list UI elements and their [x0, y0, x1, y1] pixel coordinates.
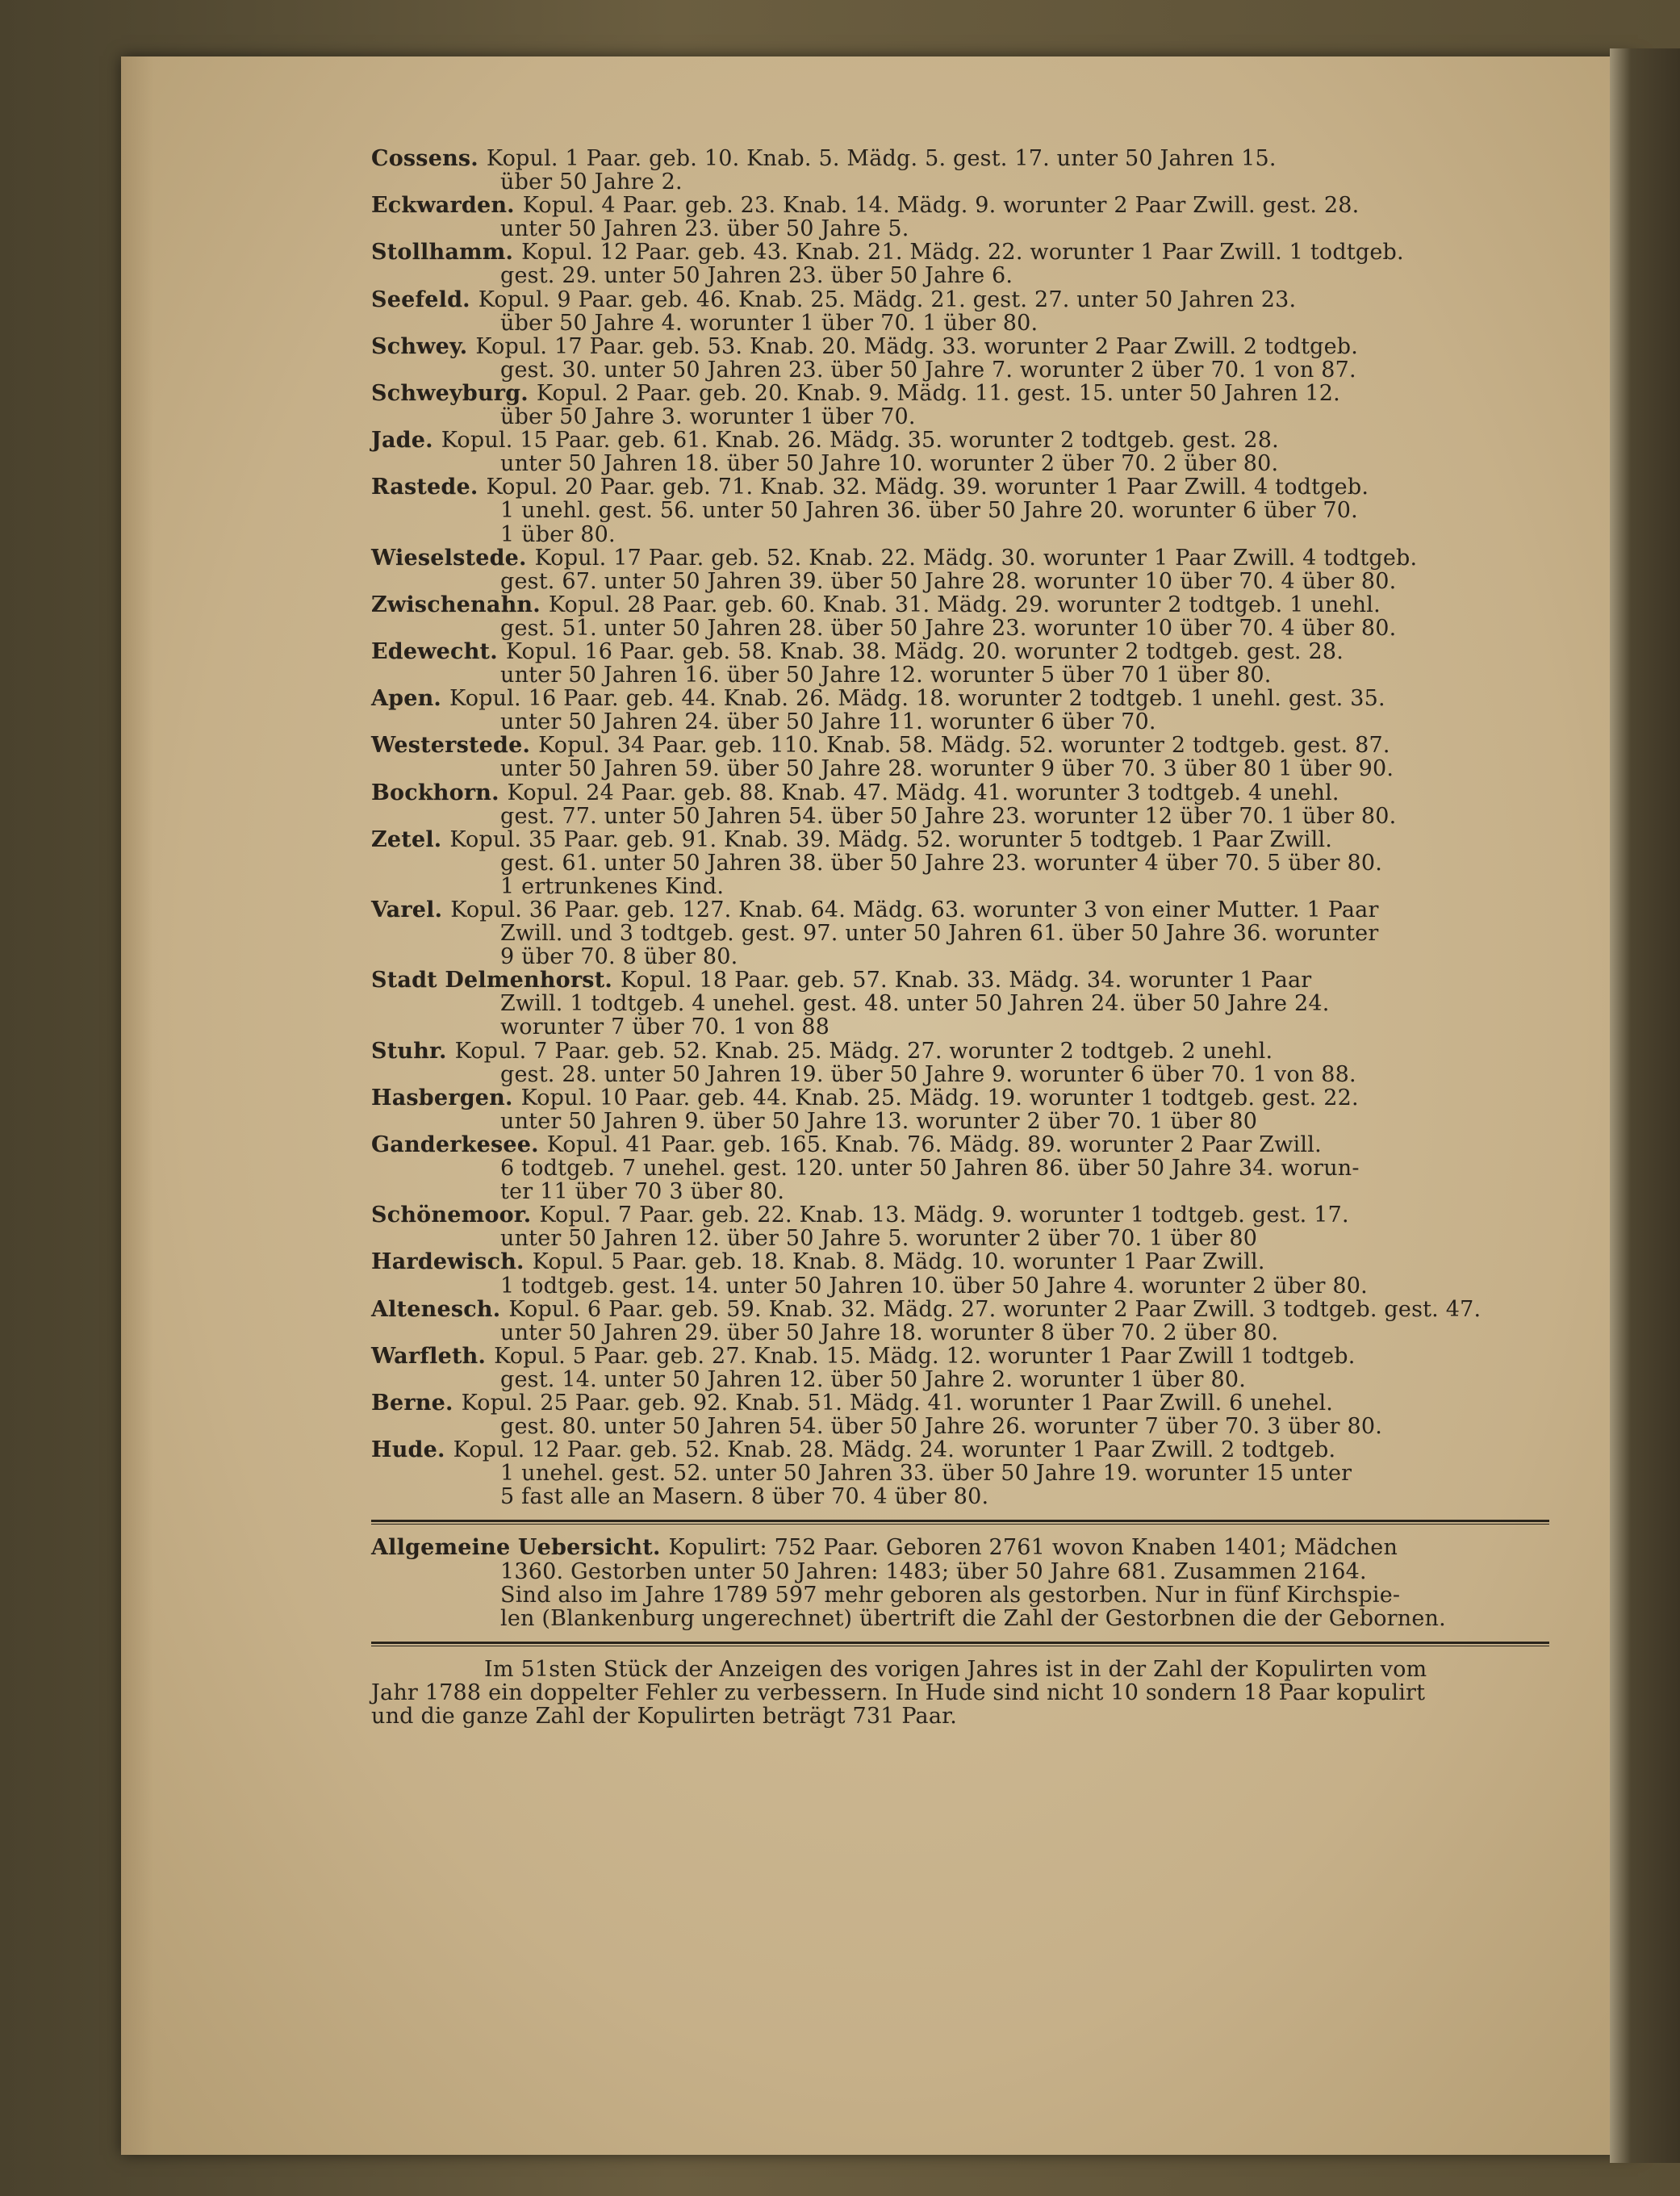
- entry-text: unter 50 Jahren 24. über 50 Jahre 11. worunter 6 über 70.: [500, 709, 1156, 735]
- entry-text: unter 50 Jahren 59. über 50 Jahre 28. worunter 9 über 70. 3 über 80 1 über 90.: [500, 756, 1394, 782]
- entry-continuation-line: [371, 945, 1549, 968]
- parish-entry: [371, 288, 1549, 335]
- entry-first-line: [371, 1203, 1549, 1227]
- summary-line: [371, 1583, 1549, 1607]
- parish-entry: [371, 382, 1549, 429]
- parish-name: Jade.: [371, 428, 433, 454]
- adjacent-page-edge: [1610, 48, 1680, 2163]
- entry-text: 1 unehel. gest. 52. unter 50 Jahren 33. über 50 Jahre 19. worunter 15 unter: [500, 1461, 1352, 1487]
- parish-name: Zwischenahn.: [371, 592, 541, 617]
- entry-text: gest. 80. unter 50 Jahren 54. über 50 Jahre 26. worunter 7 über 70. 3 über 80.: [500, 1414, 1382, 1440]
- parish-name: Eckwarden.: [371, 193, 515, 219]
- entry-text: Kopul. 4 Paar. geb. 23. Knab. 14. Mädg. 9. worunter 2 Paar Zwill. gest. 28.: [522, 193, 1360, 219]
- parish-entry: [371, 1086, 1549, 1133]
- entry-continuation-line: [371, 1415, 1549, 1438]
- entry-first-line: [371, 194, 1549, 217]
- entry-text: Zwill. und 3 todtgeb. gest. 97. unter 50 Jahren 61. über 50 Jahre 36. worunter: [500, 921, 1379, 947]
- note-line: Im 51sten Stück der Anzeigen des vorigen Jahres ist in der Zahl der Kopulirten vom: [484, 1656, 1427, 1682]
- entry-text: über 50 Jahre 4. worunter 1 über 70. 1 über 80.: [500, 310, 1039, 336]
- divider-rule: [371, 1642, 1549, 1646]
- entry-text: 1 ertrunkenes Kind.: [500, 873, 725, 899]
- entry-text: über 50 Jahre 3. worunter 1 über 70.: [500, 404, 916, 430]
- entry-text: Kopul. 41 Paar. geb. 165. Knab. 76. Mädg. 89. worunter 2 Paar Zwill.: [546, 1131, 1322, 1157]
- entry-text: Zwill. 1 todtgeb. 4 unehel. gest. 48. unter 50 Jahren 24. über 50 Jahre 24.: [500, 991, 1330, 1017]
- entry-first-line: [371, 288, 1549, 312]
- parish-name: Apen.: [371, 686, 442, 712]
- entry-text: gest. 28. unter 50 Jahren 19. über 50 Jahre 9. worunter 6 über 70. 1 von 88.: [500, 1061, 1356, 1087]
- entry-text: 1 über 80.: [500, 521, 616, 547]
- entry-text: Kopul. 6 Paar. geb. 59. Knab. 32. Mädg. 27. worunter 2 Paar Zwill. 3 todtgeb. gest. 47.: [508, 1296, 1481, 1322]
- parish-name: Seefeld.: [371, 287, 470, 312]
- entry-text: gest. 29. unter 50 Jahren 23. über 50 Jahre 6.: [500, 263, 1013, 289]
- entry-text: über 50 Jahre 2.: [500, 169, 683, 195]
- entry-continuation-line: [371, 922, 1549, 945]
- entry-first-line: [371, 593, 1549, 617]
- entry-first-line: [371, 241, 1549, 264]
- summary-text: Kopulirt: 752 Paar. Geboren 2761 wovon Knaben 1401; Mädchen: [668, 1535, 1398, 1561]
- parish-entry: [371, 241, 1549, 287]
- parish-entry: [371, 1298, 1549, 1345]
- entry-first-line: [371, 1086, 1549, 1110]
- entry-text: gest. 67. unter 50 Jahren 39. über 50 Jahre 28. worunter 10 über 70. 4 über 80.: [500, 568, 1397, 594]
- parish-entry: [371, 475, 1549, 546]
- summary-line: [371, 1560, 1549, 1583]
- entry-first-line: [371, 429, 1549, 452]
- parish-name: Bockhorn.: [371, 780, 499, 805]
- entry-text: Kopul. 16 Paar. geb. 44. Knab. 26. Mädg. 18. worunter 2 todtgeb. 1 unehl. gest. 35.: [449, 686, 1385, 712]
- parish-name: Hasbergen.: [371, 1085, 513, 1111]
- parish-name: Stuhr.: [371, 1038, 447, 1064]
- entry-continuation-line: [371, 1180, 1549, 1203]
- parish-statistics-list: [371, 147, 1549, 1728]
- entry-text: Kopul. 17 Paar. geb. 52. Knab. 22. Mädg. 30. worunter 1 Paar Zwill. 4 todtgeb.: [534, 545, 1418, 571]
- entry-text: Kopul. 5 Paar. geb. 18. Knab. 8. Mädg. 10. worunter 1 Paar Zwill.: [532, 1249, 1265, 1275]
- entry-text: Kopul. 28 Paar. geb. 60. Knab. 31. Mädg. 29. worunter 2 todtgeb. 1 unehl.: [548, 592, 1381, 617]
- entry-text: Kopul. 34 Paar. geb. 110. Knab. 58. Mädg. 52. worunter 2 todtgeb. gest. 87.: [538, 733, 1390, 759]
- parish-entry: [371, 593, 1549, 640]
- entry-continuation-line: [371, 1227, 1549, 1250]
- entry-first-line: [371, 734, 1549, 757]
- summary-line: [371, 1536, 1549, 1559]
- entry-first-line: [371, 1298, 1549, 1321]
- entry-continuation-line: [371, 452, 1549, 475]
- entry-first-line: [371, 475, 1549, 499]
- entry-text: unter 50 Jahren 16. über 50 Jahre 12. worunter 5 über 70 1 über 80.: [500, 663, 1272, 688]
- parish-name: Berne.: [371, 1390, 453, 1416]
- parish-entry: [371, 1438, 1549, 1508]
- entry-text: Kopul. 16 Paar. geb. 58. Knab. 38. Mädg. 20. worunter 2 todtgeb. gest. 28.: [505, 638, 1344, 664]
- parish-entry: [371, 1039, 1549, 1086]
- entry-continuation-line: [371, 312, 1549, 335]
- entry-text: Kopul. 20 Paar. geb. 71. Knab. 32. Mädg. 39. worunter 1 Paar Zwill. 4 todtgeb.: [486, 475, 1369, 500]
- entry-continuation-line: [371, 663, 1549, 687]
- entry-continuation-line: [371, 405, 1549, 429]
- general-summary: [371, 1536, 1549, 1629]
- entry-first-line: [371, 968, 1549, 992]
- entry-first-line: [371, 1345, 1549, 1368]
- entry-first-line: [371, 1133, 1549, 1157]
- page-gutter-shadow: [121, 56, 153, 2155]
- entry-text: Kopul. 24 Paar. geb. 88. Knab. 47. Mädg. 41. worunter 3 todtgeb. 4 unehl.: [507, 780, 1339, 805]
- parish-name: Varel.: [371, 897, 443, 922]
- entry-continuation-line: [371, 264, 1549, 287]
- entry-text: 5 fast alle an Masern. 8 über 70. 4 über 80.: [500, 1484, 989, 1510]
- entry-first-line: [371, 640, 1549, 663]
- entry-text: worunter 7 über 70. 1 von 88: [500, 1014, 830, 1040]
- entry-text: gest. 14. unter 50 Jahren 12. über 50 Jahre 2. worunter 1 über 80.: [500, 1366, 1246, 1392]
- parish-entry: [371, 1345, 1549, 1391]
- summary-label: Allgemeine Uebersicht.: [371, 1535, 661, 1561]
- entry-continuation-line: [371, 805, 1549, 828]
- entry-text: gest. 77. unter 50 Jahren 54. über 50 Jahre 23. worunter 12 über 70. 1 über 80.: [500, 803, 1397, 829]
- parish-entry: [371, 1133, 1549, 1203]
- entry-first-line: [371, 1391, 1549, 1415]
- parish-name: Schweyburg.: [371, 380, 529, 406]
- entry-first-line: [371, 335, 1549, 358]
- parish-name: Edewecht.: [371, 638, 498, 664]
- parish-name: Ganderkesee.: [371, 1131, 539, 1157]
- parish-entry: [371, 687, 1549, 734]
- entry-text: unter 50 Jahren 29. über 50 Jahre 18. worunter 8 über 70. 2 über 80.: [500, 1320, 1279, 1345]
- entry-continuation-line: [371, 617, 1549, 640]
- parish-name: Stollhamm.: [371, 240, 514, 266]
- entry-continuation-line: [371, 570, 1549, 593]
- entry-continuation-line: [371, 1321, 1549, 1345]
- parish-name: Altenesch.: [371, 1296, 501, 1322]
- entry-text: gest. 51. unter 50 Jahren 28. über 50 Jahre 23. worunter 10 über 70. 4 über 80.: [500, 615, 1397, 641]
- parish-name: Zetel.: [371, 826, 442, 852]
- entry-text: Kopul. 36 Paar. geb. 127. Knab. 64. Mädg. 63. worunter 3 von einer Mutter. 1 Paar: [450, 897, 1379, 922]
- entry-continuation-line: [371, 992, 1549, 1015]
- parish-entry: [371, 828, 1549, 898]
- entry-first-line: [371, 687, 1549, 710]
- entry-continuation-line: [371, 217, 1549, 241]
- entry-text: Kopul. 5 Paar. geb. 27. Knab. 15. Mädg. 12. worunter 1 Paar Zwill 1 todtgeb.: [494, 1343, 1356, 1369]
- parish-entry: [371, 734, 1549, 780]
- entry-text: Kopul. 7 Paar. geb. 22. Knab. 13. Mädg. 9. worunter 1 todtgeb. gest. 17.: [539, 1203, 1349, 1228]
- parish-entry: [371, 1250, 1549, 1297]
- parish-name: Westerstede.: [371, 733, 531, 759]
- entry-text: 1 todtgeb. gest. 14. unter 50 Jahren 10. über 50 Jahre 4. worunter 2 über 80.: [500, 1273, 1368, 1299]
- entry-text: gest. 30. unter 50 Jahren 23. über 50 Jahre 7. worunter 2 über 70. 1 von 87.: [500, 357, 1356, 383]
- entry-text: unter 50 Jahren 23. über 50 Jahre 5.: [500, 216, 909, 242]
- entry-text: 6 todtgeb. 7 unehel. gest. 120. unter 50 Jahren 86. über 50 Jahre 34. worun-: [500, 1156, 1360, 1182]
- entry-text: Kopul. 18 Paar. geb. 57. Knab. 33. Mädg. 34. worunter 1 Paar: [620, 968, 1312, 993]
- entry-continuation-line: [371, 358, 1549, 382]
- parish-entry: [371, 429, 1549, 475]
- entry-continuation-line: [371, 499, 1549, 522]
- entry-continuation-line: [371, 523, 1549, 546]
- entry-continuation-line: [371, 1110, 1549, 1133]
- entry-first-line: [371, 1039, 1549, 1063]
- entry-first-line: [371, 1250, 1549, 1274]
- parish-entry: [371, 147, 1549, 194]
- entry-text: Kopul. 12 Paar. geb. 52. Knab. 28. Mädg. 24. worunter 1 Paar Zwill. 2 todtgeb.: [453, 1437, 1336, 1463]
- summary-line: [371, 1607, 1549, 1630]
- entry-continuation-line: [371, 1462, 1549, 1485]
- parish-name: Hude.: [371, 1437, 445, 1463]
- entry-text: ter 11 über 70 3 über 80.: [500, 1179, 785, 1205]
- entry-continuation-line: [371, 757, 1549, 780]
- entry-text: Kopul. 10 Paar. geb. 44. Knab. 25. Mädg. 19. worunter 1 todtgeb. gest. 22.: [520, 1085, 1359, 1111]
- entry-text: unter 50 Jahren 9. über 50 Jahre 13. worunter 2 über 70. 1 über 80: [500, 1108, 1258, 1134]
- parish-name: Wieselstede.: [371, 545, 527, 571]
- entry-continuation-line: [371, 1485, 1549, 1508]
- parish-entry: [371, 194, 1549, 241]
- parish-entry: [371, 640, 1549, 687]
- entry-text: 9 über 70. 8 über 80.: [500, 944, 738, 970]
- parish-entry: [371, 1391, 1549, 1438]
- entry-continuation-line: [371, 1063, 1549, 1086]
- entry-text: Kopul. 15 Paar. geb. 61. Knab. 26. Mädg. 35. worunter 2 todtgeb. gest. 28.: [441, 428, 1279, 454]
- summary-text: Sind also im Jahre 1789 597 mehr geboren als gestorben. Nur in fünf Kirchspie-: [500, 1582, 1401, 1608]
- parish-entry: [371, 898, 1549, 968]
- divider-rule: [371, 1520, 1549, 1525]
- parish-entry: [371, 546, 1549, 593]
- entry-first-line: [371, 147, 1549, 170]
- entry-text: unter 50 Jahren 12. über 50 Jahre 5. worunter 2 über 70. 1 über 80: [500, 1226, 1258, 1252]
- entry-text: 1 unehl. gest. 56. unter 50 Jahren 36. über 50 Jahre 20. worunter 6 über 70.: [500, 498, 1358, 524]
- entry-continuation-line: [371, 710, 1549, 734]
- note-line: Jahr 1788 ein doppelter Fehler zu verbessern. In Hude sind nicht 10 sondern 18 Paar kopulirt: [371, 1679, 1426, 1705]
- entry-first-line: [371, 781, 1549, 805]
- entry-continuation-line: [371, 1157, 1549, 1180]
- entry-continuation-line: [371, 1274, 1549, 1298]
- entry-continuation-line: [371, 851, 1549, 875]
- parish-name: Schönemoor.: [371, 1203, 532, 1228]
- entry-continuation-line: [371, 875, 1549, 898]
- entry-text: Kopul. 35 Paar. geb. 91. Knab. 39. Mädg. 52. worunter 5 todtgeb. 1 Paar Zwill.: [449, 826, 1333, 852]
- parish-entry: [371, 781, 1549, 828]
- parish-name: Hardewisch.: [371, 1249, 524, 1275]
- entry-first-line: [371, 828, 1549, 851]
- entry-text: Kopul. 25 Paar. geb. 92. Knab. 51. Mädg. 41. worunter 1 Paar Zwill. 6 unehel.: [461, 1390, 1334, 1416]
- entry-text: Kopul. 1 Paar. geb. 10. Knab. 5. Mädg. 5. gest. 17. unter 50 Jahren 15.: [486, 146, 1277, 171]
- parish-name: Cossens.: [371, 146, 479, 171]
- summary-text: 1360. Gestorben unter 50 Jahren: 1483; über 50 Jahre 681. Zusammen 2164.: [500, 1558, 1367, 1584]
- parish-name: Schwey.: [371, 333, 468, 359]
- entry-first-line: [371, 546, 1549, 570]
- entry-text: Kopul. 12 Paar. geb. 43. Knab. 21. Mädg. 22. worunter 1 Paar Zwill. 1 todtgeb.: [521, 240, 1404, 266]
- entry-text: unter 50 Jahren 18. über 50 Jahre 10. worunter 2 über 70. 2 über 80.: [500, 451, 1279, 477]
- entry-first-line: [371, 1438, 1549, 1462]
- parish-entry: [371, 1203, 1549, 1250]
- entry-text: Kopul. 7 Paar. geb. 52. Knab. 25. Mädg. 27. worunter 2 todtgeb. 2 unehl.: [454, 1038, 1273, 1064]
- correction-note: [371, 1658, 1549, 1728]
- entry-first-line: [371, 382, 1549, 405]
- note-line: und die ganze Zahl der Kopulirten beträgt 731 Paar.: [371, 1704, 958, 1729]
- summary-text: len (Blankenburg ungerechnet) übertrift die Zahl der Gestorbnen die der Gebornen.: [500, 1605, 1446, 1631]
- entry-text: Kopul. 9 Paar. geb. 46. Knab. 25. Mädg. 21. gest. 27. unter 50 Jahren 23.: [478, 287, 1297, 312]
- parish-entry: [371, 968, 1549, 1039]
- parish-name: Stadt Delmenhorst.: [371, 968, 612, 993]
- entry-first-line: [371, 898, 1549, 922]
- entry-text: Kopul. 2 Paar. geb. 20. Knab. 9. Mädg. 11. gest. 15. unter 50 Jahren 12.: [536, 380, 1340, 406]
- entry-continuation-line: [371, 170, 1549, 194]
- parish-entry: [371, 335, 1549, 382]
- entry-continuation-line: [371, 1368, 1549, 1391]
- entry-text: Kopul. 17 Paar. geb. 53. Knab. 20. Mädg. 33. worunter 2 Paar Zwill. 2 todtgeb.: [475, 333, 1359, 359]
- parish-name: Warfleth.: [371, 1343, 487, 1369]
- entry-text: gest. 61. unter 50 Jahren 38. über 50 Jahre 23. worunter 4 über 70. 5 über 80.: [500, 850, 1382, 876]
- parish-name: Rastede.: [371, 475, 479, 500]
- entry-continuation-line: [371, 1015, 1549, 1039]
